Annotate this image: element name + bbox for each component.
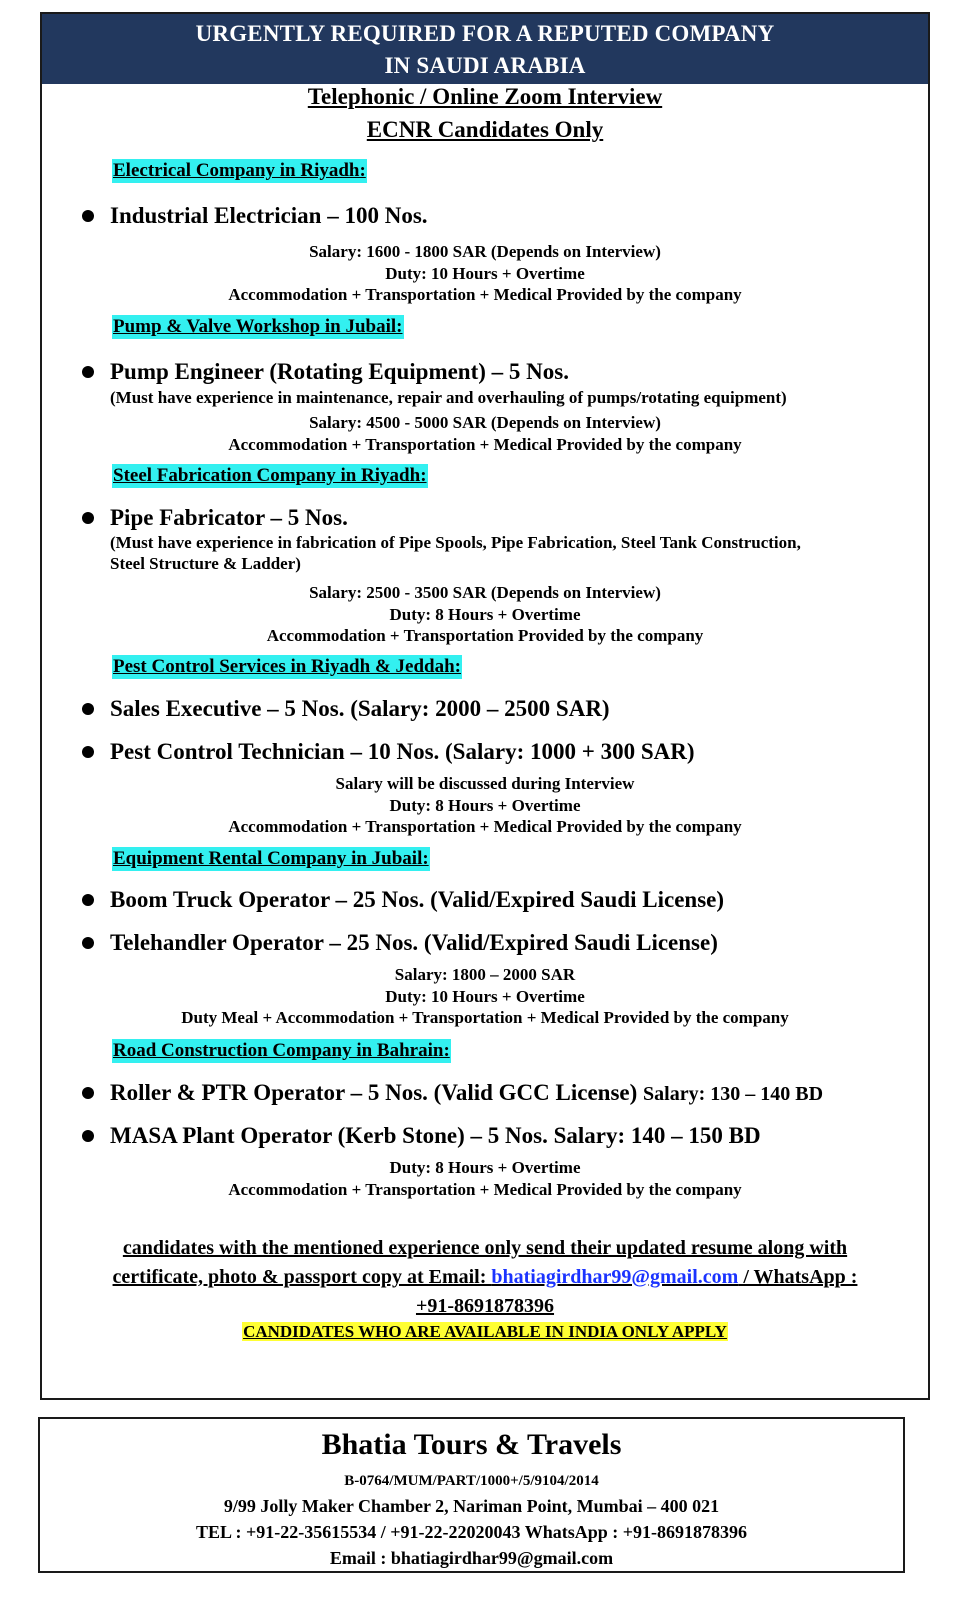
section-title-pest: Pest Control Services in Riyadh & Jeddah:: [113, 656, 461, 677]
agency-phone: TEL : +91-22-35615534 / +91-22-22020043 WhatsApp : +91-8691878396: [196, 1522, 747, 1542]
job-item: [82, 201, 918, 231]
info-line: Salary: 2500 - 3500 SAR (Depends on Interview): [309, 583, 661, 602]
info-line: Salary: 4500 - 5000 SAR (Depends on Interview): [309, 413, 661, 432]
job-title: Industrial Electrician – 100 Nos.: [110, 203, 428, 228]
section-title-electrical: Electrical Company in Riyadh:: [113, 160, 366, 181]
bullet-icon: [82, 210, 94, 222]
job-title: Boom Truck Operator – 25 Nos. (Valid/Expired Saudi License): [110, 887, 725, 912]
section-title-equipment: Equipment Rental Company in Jubail:: [113, 848, 429, 869]
bullet-icon: [82, 894, 94, 906]
cta-line-2: [62, 1263, 908, 1292]
info-line: Duty: 10 Hours + Overtime: [385, 263, 585, 283]
note-line: (Must have experience in fabrication of Pipe Spools, Pipe Fabrication, Steel Tank Construction,: [110, 533, 801, 552]
job-info: [42, 1157, 928, 1200]
bullet-icon: [82, 703, 94, 715]
section-title-steel: Steel Fabrication Company in Riyadh:: [113, 465, 427, 486]
info-line: Duty: 8 Hours + Overtime: [389, 1158, 581, 1177]
job-title: Pest Control Technician – 10 Nos. (Salary: 1000 + 300 SAR): [110, 739, 695, 764]
info-line: Salary: 1600 - 1800 SAR (Depends on Interview): [309, 242, 661, 261]
interview-mode: [42, 84, 928, 110]
info-line: Accommodation + Transportation + Medical Provided by the company: [228, 434, 742, 454]
job-title: [110, 1078, 823, 1109]
job-note: (Must have experience in maintenance, repair and overhauling of pumps/rotating equipment): [110, 388, 787, 407]
bullet-icon: [82, 366, 94, 378]
job-info: [42, 773, 928, 838]
agency-address: 9/99 Jolly Maker Chamber 2, Nariman Point, Mumbai – 400 021: [223, 1496, 720, 1516]
job-title: Telehandler Operator – 25 Nos. (Valid/Expired Saudi License): [110, 930, 718, 955]
job-title: Pump Engineer (Rotating Equipment) – 5 Nos.: [110, 359, 569, 384]
info-line: Accommodation + Transportation + Medical Provided by the company: [228, 285, 742, 305]
info-line: Salary will be discussed during Interview: [335, 774, 635, 793]
cta-line-2-prefix: certificate, photo & passport copy at Email:: [112, 1266, 492, 1288]
header-line-2: IN SAUDI ARABIA: [384, 53, 586, 78]
info-line: Salary: 1800 – 2000 SAR: [394, 965, 576, 984]
agency-email: Email : bhatiagirdhar99@gmail.com: [329, 1548, 614, 1568]
header-line-1: URGENTLY REQUIRED FOR A REPUTED COMPANY: [195, 21, 775, 46]
job-item: [82, 1121, 918, 1151]
bullet-icon: [82, 512, 94, 524]
job-note: [110, 532, 908, 574]
job-info: [42, 241, 928, 306]
note-line: Steel Structure & Ladder): [110, 554, 301, 573]
job-item: [82, 928, 918, 958]
job-item: [82, 737, 918, 767]
agency-footer: [38, 1417, 905, 1573]
section-title-pump: Pump & Valve Workshop in Jubail:: [113, 316, 403, 337]
bullet-icon: [82, 1087, 94, 1099]
agency-license: B-0764/MUM/PART/1000+/5/9104/2014: [344, 1473, 599, 1489]
section-title-road: Road Construction Company in Bahrain:: [113, 1040, 450, 1061]
job-title: Pipe Fabricator – 5 Nos.: [110, 505, 348, 530]
job-title-main: Roller & PTR Operator – 5 Nos. (Valid GCC License): [110, 1080, 638, 1105]
bullet-icon: [82, 937, 94, 949]
whatsapp-number: +91-8691878396: [415, 1295, 555, 1317]
job-item: [82, 885, 918, 915]
info-line: Accommodation + Transportation + Medical Provided by the company: [228, 1179, 742, 1199]
info-line: Duty: 10 Hours + Overtime: [385, 986, 585, 1006]
bullet-icon: [82, 1130, 94, 1142]
job-advert-box: [40, 12, 930, 1400]
job-item: [82, 694, 918, 724]
job-info: [42, 964, 928, 1029]
job-salary: Salary: 130 – 140 BD: [643, 1083, 824, 1105]
cta-line-2-suffix: / WhatsApp :: [738, 1266, 858, 1288]
india-only-text: CANDIDATES WHO ARE AVAILABLE IN INDIA ONLY APPLY: [243, 1322, 727, 1341]
agency-details: [40, 1469, 903, 1571]
ecnr-heading: [42, 117, 928, 143]
job-info: [42, 582, 928, 647]
info-line: Accommodation + Transportation + Medical Provided by the company: [228, 817, 742, 837]
cta-line-1: candidates with the mentioned experience only send their updated resume along with: [122, 1237, 848, 1259]
job-title: Sales Executive – 5 Nos. (Salary: 2000 – 2500 SAR): [110, 696, 610, 721]
info-line: Accommodation + Transportation Provided by the company: [266, 626, 704, 646]
india-only-note: [42, 1321, 928, 1343]
job-info: [42, 412, 928, 455]
email-link[interactable]: bhatiagirdhar99@gmail.com: [491, 1266, 739, 1288]
bullet-icon: [82, 746, 94, 758]
job-item: [82, 503, 918, 533]
info-line: Duty: 8 Hours + Overtime: [389, 795, 581, 815]
interview-mode-text: Telephonic / Online Zoom Interview: [307, 84, 663, 109]
application-instructions: [62, 1234, 908, 1321]
info-line: Duty: 8 Hours + Overtime: [389, 604, 581, 624]
job-item: [82, 1078, 918, 1108]
job-title: MASA Plant Operator (Kerb Stone) – 5 Nos. Salary: 140 – 150 BD: [110, 1123, 761, 1148]
ecnr-text: ECNR Candidates Only: [366, 117, 604, 142]
agency-name: Bhatia Tours & Travels: [321, 1428, 622, 1461]
header-banner: [42, 14, 928, 84]
job-item: [82, 357, 918, 387]
info-line: Duty Meal + Accommodation + Transportation + Medical Provided by the company: [181, 1008, 789, 1028]
